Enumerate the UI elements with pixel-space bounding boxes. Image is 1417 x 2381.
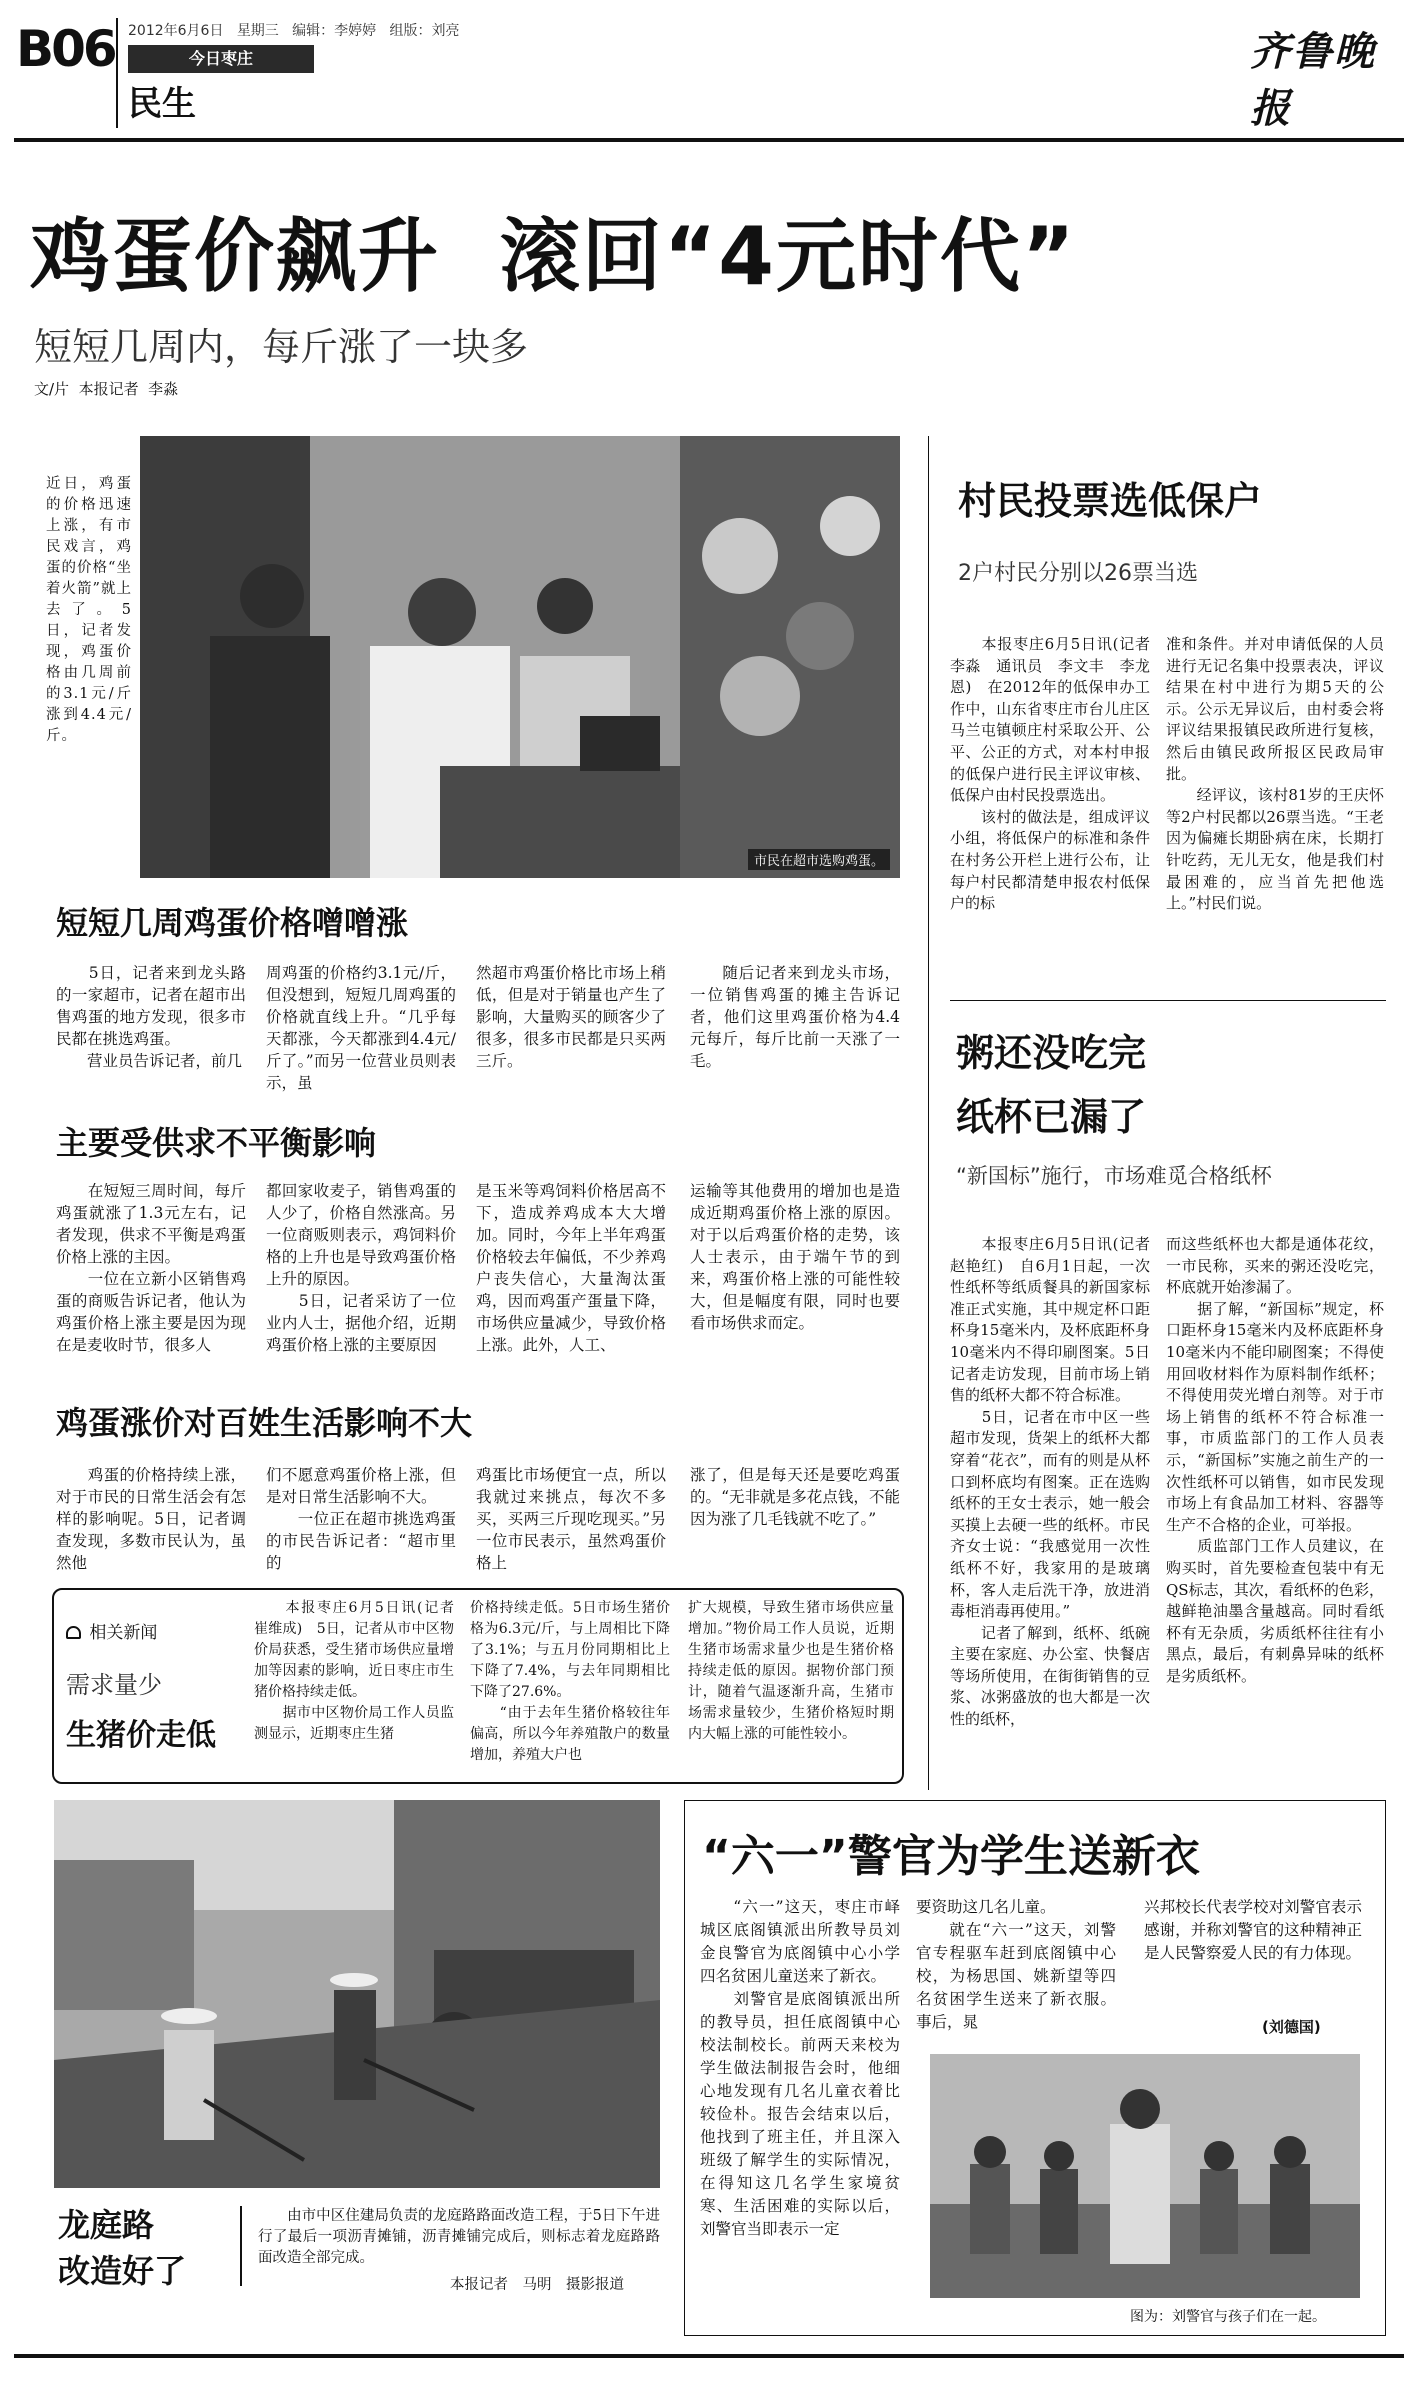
- section-heading-price-rise: 短短几周鸡蛋价格噌噌涨: [56, 904, 409, 942]
- photo-caption: 市民在超市选购鸡蛋。: [748, 849, 890, 870]
- police-photo-caption: 图为：刘警官与孩子们在一起。: [1130, 2309, 1326, 2325]
- editor: 编辑：李婷婷: [292, 23, 377, 39]
- sec3-col-2: 们不愿意鸡蛋价格上涨，但是对日常生活影响不大。 一位正在超市挑选鸡蛋的市民告诉记者：“超市里的: [266, 1466, 456, 1572]
- related-col-3: 扩大规模，导致生猪市场供应量增加。”物价局工作人员说，近期生猪市场需求量少也是生猪价格持续走低的原因。据物价部门预计，随着气温逐渐升高，生猪市场需求量较少，生猪价格短时期内大幅上涨的可能性较小。: [688, 1600, 894, 1742]
- section-title: 民生: [128, 84, 196, 124]
- layout-editor: 组版：刘亮: [389, 23, 460, 39]
- sec2-col-3: 是玉米等鸡饲料价格居高不下，造成养鸡成本大大增加。同时，今年上半年鸡蛋价格较去年偏低，不少养鸡户丧失信心，大量淘汰蛋鸡，因而鸡蛋产蛋量下降，市场供应量减少，导致价格上涨。此外，人工、: [476, 1182, 666, 1354]
- story2-title: 村民投票选低保户: [958, 479, 1263, 523]
- weekday: 星期三: [236, 23, 279, 39]
- related-col-2: 价格持续走低。5日市场生猪价格为6.3元/斤，与上周相比下降了3.1%；与五月份同期相比上下降了7.4%，与去年同期相比下降了27.6%。 “由于去年生猪价格较往年偏高，所以今年养殖散户的数量增加，养殖大户也: [470, 1600, 670, 1763]
- sec1-col-3: 然超市鸡蛋价格比市场上稍低，但是对于销量也产生了影响，大量购买的顾客少了很多，很多市民都是只买两三斤。: [476, 964, 666, 1070]
- subheadline: 短短几周内，每斤涨了一块多: [34, 325, 529, 369]
- story2-col-1: 本报枣庄6月5日讯(记者 李淼 通讯员 李文丰 李龙恩) 在2012年的低保申办工作中，山东省枣庄市台儿庄区马兰屯镇顿庄村采取公开、公平、公正的方式，对本村申报的低保户进行民主评议审核、低保户由村民投票选出。 该村的做法是，组成评议小组，将低保户的标准和条件在村务公开栏上进行公布，让每户村民都清楚申报农村低保户的标: [950, 635, 1150, 913]
- story3-title-line2: 纸杯已漏了: [956, 1095, 1147, 1139]
- sec1-col-2: 周鸡蛋的价格约3.1元/斤，但没想到，短短几周鸡蛋的价格就直线上升。“几乎每天都涨，今天都涨到4.4元/斤了。”而另一位营业员则表示，虽: [266, 964, 456, 1092]
- masthead-rule: [14, 138, 1404, 142]
- related-title: 生猪价走低: [66, 1718, 216, 1753]
- police-students-image: [930, 2054, 1360, 2298]
- issue-date: 2012年6月6日: [128, 23, 224, 39]
- sec3-col-4: 涨了，但是每天还是要吃鸡蛋的。“无非就是多花点钱，不能因为涨了几毛钱就不吃了。”: [690, 1466, 900, 1528]
- photo-news-title-1: 龙庭路: [58, 2206, 155, 2244]
- related-col-1: 本报枣庄6月5日讯(记者 崔维成) 5日，记者从市中区物价局获悉，受生猪市场供应量增加等因素的影响，近日枣庄市生猪价格持续走低。 据市中区物价局工作人员监测显示，近期枣庄生猪: [254, 1600, 454, 1742]
- sec2-col-1: 在短短三周时间，每斤鸡蛋就涨了1.3元左右，记者发现，供求不平衡是鸡蛋价格上涨的主因。 一位在立新小区销售鸡蛋的商贩告诉记者，他认为鸡蛋价格上涨主要是因为现在是麦收时节，很多人: [56, 1182, 246, 1354]
- sec2-col-4: 运输等其他费用的增加也是造成近期鸡蛋价格上涨的原因。对于以后鸡蛋价格的走势，该人士表示，由于端午节的到来，鸡蛋价格上涨的可能性较大，但是幅度有限，同时也要看市场供求而定。: [690, 1182, 900, 1332]
- story2-subtitle: 2户村民分别以26票当选: [958, 561, 1198, 586]
- story3-col-2: 而这些纸杯也大都是通体花纹，一市民称，买来的粥还没吃完，杯底就开始渗漏了。 据了解，“新国标”规定，杯口距杯身15毫米内及杯底距杯身10毫米内不能印刷图案；不得使用回收材料作为原料制作纸杯；不得使用荧光增白剂等。对于市场上销售的纸杯不符合标准一事，市质监部门的工作人员表示，“新国标”实施之前生产的一次性纸杯可以销售，如市民发现市场上有食品加工材料、容器等生产不合格的企业，可举报。 质监部门工作人员建议，在购买时，首先要检查包装中有无QS标志，其次，看纸杯的色彩，越鲜艳油墨含量越高。同时看纸杯有无杂质，劣质纸杯往往有小黑点，最后，有刺鼻异味的纸杯是劣质纸杯。: [1166, 1235, 1384, 1685]
- story4-title: “六一”警官为学生送新衣: [702, 1831, 1200, 1882]
- sec1-col-4: 随后记者来到龙头市场，一位销售鸡蛋的摊主告诉记者，他们这里鸡蛋价格为4.4元每斤，每斤比前一天涨了一毛。: [690, 964, 900, 1070]
- story4-col-3: 兴邦校长代表学校对刘警官表示感谢，并称刘警官的这种精神正是人民警察爱人民的有力体现。: [1144, 1898, 1362, 1962]
- police-students-photo: [930, 2054, 1360, 2298]
- story4-col-2: 要资助这几名儿童。 就在“六一”这天，刘警官专程驱车赶到底阁镇中心校，为杨思国、姚新望等四名贫困学生送来了新衣服。事后，晁: [916, 1898, 1116, 2031]
- photo-news-caption: 由市中区住建局负责的龙庭路路面改造工程，于5日下午进行了最后一项沥青摊铺，沥青摊铺完成后，则标志着龙庭路路面改造全部完成。: [258, 2208, 660, 2266]
- egg-market-photo: [140, 436, 900, 878]
- story2-col-2: 准和条件。并对申请低保的人员进行无记名集中投票表决，评议结果在村中进行为期5天的公示。公示无异议后，由村委会将评议结果报镇民政所进行复核，然后由镇民政所报区民政局审批。 经评议，该村81岁的王庆怀等2户村民都以26票当选。“王老因为偏瘫长期卧病在床，长期打针吃药，无儿无女，他是我们村最困难的，应当首先把他选上。”村民们说。: [1166, 635, 1384, 913]
- sec1-col-1: 5日，记者来到龙头路的一家超市，记者在超市出售鸡蛋的地方发现，很多市民都在挑选鸡蛋。 营业员告诉记者，前几: [56, 964, 246, 1070]
- photo-news-credit: 本报记者 马明 摄影报道: [450, 2277, 624, 2293]
- lead-paragraph: 近日，鸡蛋的价格迅速上涨，有市民戏言，鸡蛋的价格“坐着火箭”就上去了。5日，记者发现，鸡蛋价格由几周前的3.1元/斤涨到4.4元/斤。: [46, 476, 132, 744]
- road-photo: [54, 1800, 660, 2188]
- sec3-col-1: 鸡蛋的价格持续上涨，对于市民的日常生活会有怎样的影响呢。5日，记者调查发现，多数市民认为，虽然他: [56, 1466, 246, 1572]
- masthead-divider: [116, 18, 118, 128]
- masthead-info: [128, 20, 460, 40]
- byline: 文/片 本报记者 李淼: [34, 380, 179, 398]
- story4-author: (刘德国): [1262, 2018, 1321, 2036]
- headline: 鸡蛋价飙升 滚回“4元时代”: [30, 210, 1077, 303]
- sec3-col-3: 鸡蛋比市场便宜一点，所以我就过来挑点，每次不多买，买两三斤现吃现买。”另一位市民表示，虽然鸡蛋价格上: [476, 1466, 666, 1572]
- section-heading-supply-demand: 主要受供求不平衡影响: [56, 1124, 377, 1162]
- story3-subtitle: “新国标”施行，市场难觅合格纸杯: [956, 1164, 1272, 1188]
- page-number: B06: [16, 20, 115, 78]
- column-divider: [928, 436, 929, 1790]
- related-news-label-text: 相关新闻: [89, 1623, 158, 1643]
- story4-col-1: “六一”这天，枣庄市峄城区底阁镇派出所教导员刘金良警官为底阁镇中心小学四名贫困儿童送来了新衣。 刘警官是底阁镇派出所的教导员，担任底阁镇中心校法制校长。前两天来校为学生做法制报告会时，他细心地发现有几名儿童衣着比较俭朴。报告会结束以后，他找到了班主任，并且深入班级了解学生的实际情况，在得知这几名学生家境贫寒、生活困难的实际以后，刘警官当即表示一定: [700, 1898, 900, 2238]
- road-paving-image: [54, 1800, 660, 2188]
- page-bottom-rule: [14, 2354, 1404, 2358]
- photo-news-divider: [240, 2206, 242, 2286]
- photo-news-title-2: 改造好了: [58, 2252, 187, 2290]
- story-separator: [950, 1000, 1386, 1001]
- paper-logo: 齐鲁晚报: [1250, 28, 1376, 132]
- story3-title-line1: 粥还没吃完: [956, 1031, 1147, 1075]
- bell-icon: [66, 1626, 81, 1639]
- related-sub: 需求量少: [66, 1671, 162, 1699]
- egg-market-image: [140, 436, 900, 878]
- section-tag: 今日枣庄: [128, 45, 314, 73]
- section-heading-impact: 鸡蛋涨价对百姓生活影响不大: [56, 1404, 473, 1442]
- sec2-col-2: 都回家收麦子，销售鸡蛋的人少了，价格自然涨高。另一位商贩则表示，鸡饲料价格的上升也是导致鸡蛋价格上升的原因。 5日，记者采访了一位业内人士，据他介绍，近期鸡蛋价格上涨的主要原因: [266, 1182, 456, 1354]
- related-news-label: [66, 1618, 157, 1643]
- story3-col-1: 本报枣庄6月5日讯(记者 赵艳红) 自6月1日起，一次性纸杯等纸质餐具的新国家标准正式实施，其中规定杯口距杯身15毫米内，及杯底距杯身10毫米内不得印刷图案。5日记者走访发现，目前市场上销售的纸杯大都不符合标准。 5日，记者在市中区一些超市发现，货架上的纸杯大都穿着“花衣”，而有的则是从杯口到杯底均有图案。正在选购纸杯的王女士表示，她一般会买摸上去硬一些的纸杯。市民齐女士说：“我感觉用一次性纸杯不好，我家用的是玻璃杯，客人走后洗干净，放进消毒柜消毒再使用。” 记者了解到，纸杯、纸碗主要在家庭、办公室、快餐店等场所使用，在街街销售的豆浆、冰粥盛放的也大都是一次性的纸杯，: [950, 1235, 1150, 1729]
